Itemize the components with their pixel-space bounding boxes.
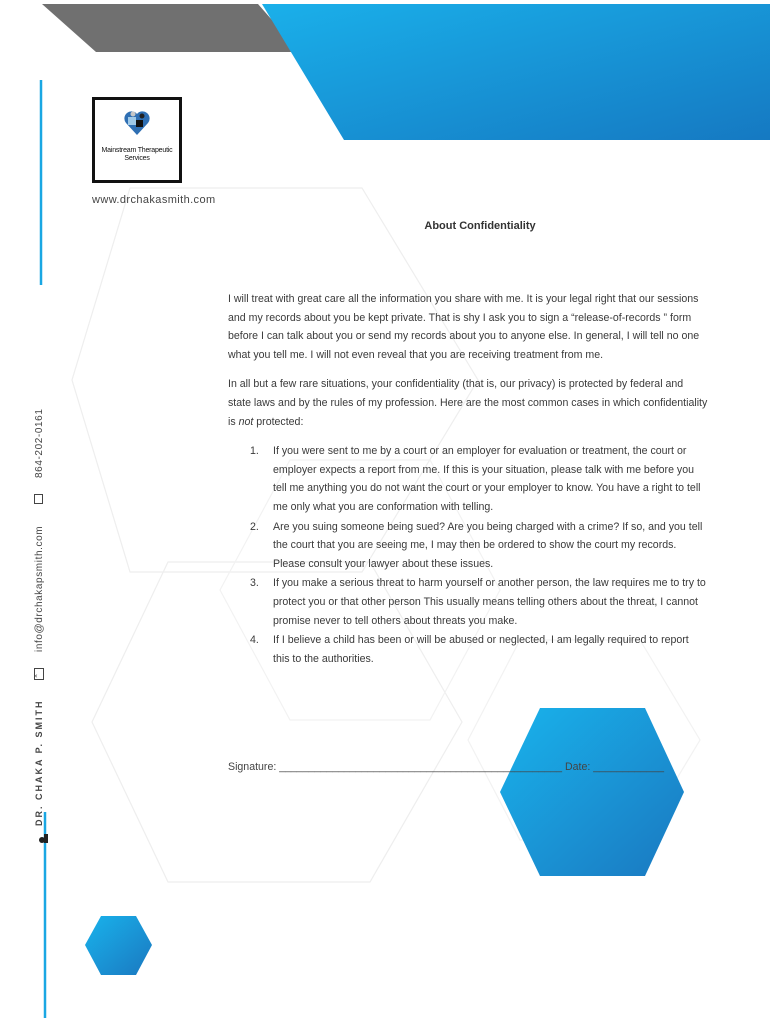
list-item-text: If I believe a child has been or will be abused or neglected, I am legally required to report this to the authorities.	[273, 634, 689, 665]
list-item-text: If you were sent to me by a court or an employer for evaluation or treatment, the court or employer expects a report from me. If this is your situation, please talk with me before you tell me anything you do not want the court or your employer to know. You have a right to tell me only what you are conformation with telling.	[273, 445, 701, 513]
paragraph-exceptions	[228, 375, 708, 431]
list-number: 2.	[250, 520, 259, 533]
envelope-icon: ×	[34, 668, 47, 680]
email-text: info@drchakapsmith.com	[34, 525, 45, 652]
paragraph-intro: I will treat with great care all the information you share with me. It is your legal right that our sessions and my records about you be kept private. That is shy I ask you to sign a “release-of-records ” form before I can talk about you or send my records about you to anyone else. In general, I will tell no one what you tell me. I will not even reveal that you are receiving treatment from me.	[228, 293, 700, 361]
logo-text-line2: Services	[124, 155, 150, 162]
list-item-text: If you make a serious threat to harm yourself or another person, the law requires me to try to protect you or that other person This usually means telling others about the threat, I cannot promise never to tell others about threats you make.	[273, 577, 706, 627]
person-icon-body	[44, 834, 48, 843]
phone-text: 864-202-0161	[34, 408, 45, 478]
paragraph-exceptions-text: In all but a few rare situations, your confidentiality (that is, our privacy) is protected by federal and state laws and by the rules of my profession. Here are the most common cases in which confidentiality is	[228, 378, 708, 428]
signature-row	[228, 761, 664, 773]
sidebar-name	[34, 699, 44, 826]
logo-text-line1: Mainstream Therapeutic	[101, 147, 173, 154]
header-blue-band	[262, 4, 770, 140]
name-text: DR. CHAKA P. SMITH	[34, 699, 44, 826]
paragraph-exceptions-end: protected:	[253, 415, 304, 428]
list-item	[228, 518, 708, 574]
logo-text	[95, 147, 179, 163]
sidebar-email	[34, 526, 45, 652]
signature-label: Signature:	[228, 761, 280, 773]
emphasis-not: not	[238, 415, 254, 428]
date-label: Date:	[562, 761, 594, 773]
sidebar-phone	[34, 409, 45, 478]
list-item	[228, 574, 708, 630]
date-field[interactable]: ____________	[593, 761, 664, 773]
puzzle-heart-icon	[122, 108, 152, 138]
list-item	[228, 442, 708, 516]
document-body	[228, 290, 708, 669]
list-number: 3.	[250, 577, 259, 590]
list-number: 1.	[250, 445, 259, 458]
exceptions-list	[228, 442, 708, 668]
blue-hexagon-large	[500, 708, 684, 876]
document-title: About Confidentiality	[424, 220, 536, 232]
website-url: www.drchakasmith.com	[92, 194, 216, 206]
header-gray-band	[42, 4, 300, 52]
list-item	[228, 631, 708, 668]
list-number: 4.	[250, 634, 259, 647]
list-item-text: Are you suing someone being sued? Are you being charged with a crime? If so, and you tell the court that you are seeing me, I may then be ordered to show the court my records. Please consult your lawyer about these issues.	[273, 520, 703, 570]
logo	[92, 97, 182, 183]
blue-hexagon-small	[85, 916, 152, 975]
signature-field[interactable]: ________________________________________________	[279, 761, 563, 773]
phone-icon	[34, 494, 46, 504]
